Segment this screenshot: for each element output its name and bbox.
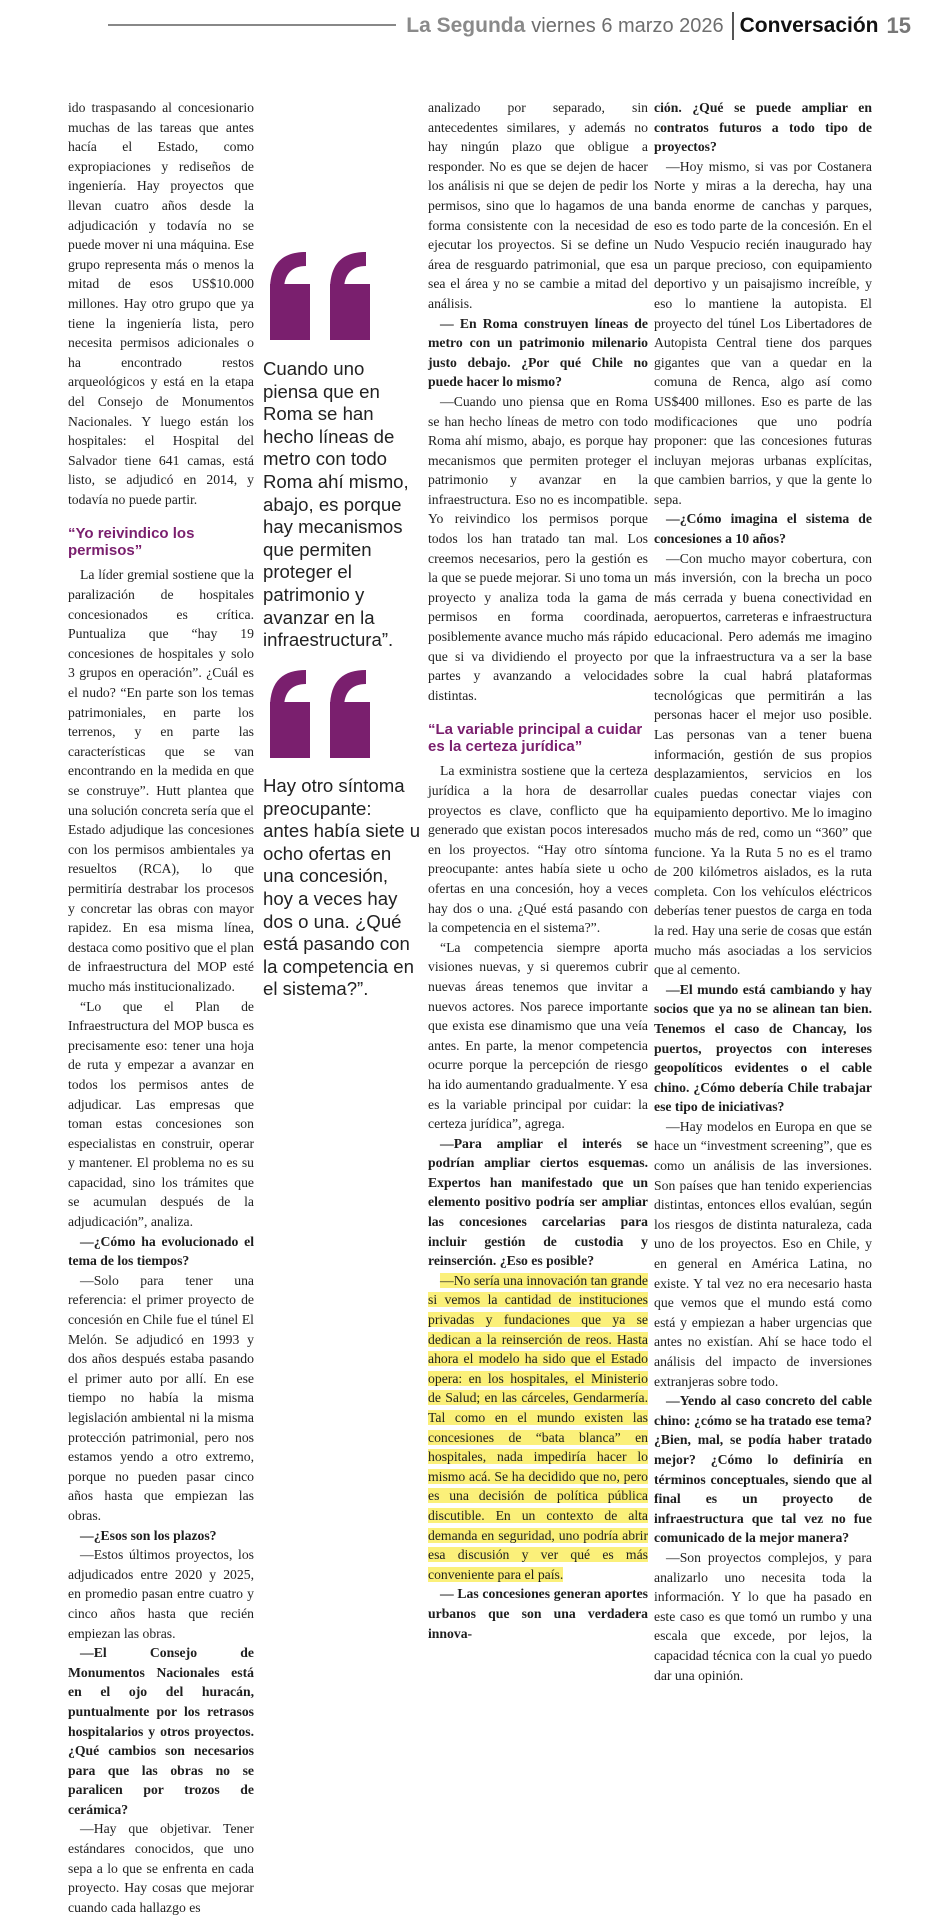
interview-question: —El mundo está cambiando y hay socios que ya no se alinean tan bien. Tenemos el caso de Chancay, los puertos, proyectos con intereses geopolíticos evidentes o el cable chino. ¿Cómo debería Chile trabajar ese tipo de iniciativas? xyxy=(654,981,872,1115)
paragraph: analizado por separado, sin antecedentes similares, y además no hay ningún plazo que obligue a responder. No es que se dejen de hacer los análisis ni que se dejen de pedir los permisos, sino que lo hagamos de una forma consistente con la necesidad de ejecutar los proyectos. Si se define un área de resguardo patrimonial, que esa sea el área y no se cambie a mitad del análisis. xyxy=(428,100,648,311)
article-column-3 xyxy=(428,98,648,1643)
paragraph: ido traspasando al concesionario muchas de las tareas que antes hacía el Estado, como expropiaciones y rediseños de ingeniería. Hay proyectos que llevan cuatro años desde la adjudicación y todavía no se puede mover ni una máquina. Ese grupo representa más o menos la mitad de esos US$10.000 millones. Hay otro grupo que ya tiene la ingeniería lista, pero necesita permisos adicionales o ha encontrado restos arqueológicos y está en la etapa del Consejo de Monumentos Nacionales. Y luego están los hospitales: el Hospital del Salvador tiene 641 camas, está listo, se adjudicó en 2014, y todavía no puede partir. xyxy=(68,100,254,507)
pull-quote-2: Hay otro síntoma preocupante: antes había siete u ocho ofertas en una concesión, hoy a veces hay dos o una. ¿Qué está pasando con la competencia en el sistema?”. xyxy=(263,775,421,1000)
pull-quote-1: Cuando uno piensa que en Roma se han hecho líneas de metro con todo Roma ahí mismo, abajo, es porque hay mecanismos que permiten proteger el patrimonio y avanzar en la infraestructura”. xyxy=(263,358,409,651)
interview-question: —¿Esos son los plazos? xyxy=(80,1527,217,1543)
interview-question: —Para ampliar el interés se podrían ampliar ciertos esquemas. Expertos han manifestado que un elemento positivo podría ser ampliar las concesiones carcelarias para incluir gestión de custodia y reinserción. ¿Eso es posible? xyxy=(428,1135,648,1269)
interview-question: — Las concesiones generan aportes urbanos que son una verdadera innova- xyxy=(428,1586,648,1641)
question-part: ¿Por qué Chile no puede hacer lo mismo? xyxy=(428,354,648,390)
page-header xyxy=(0,0,939,50)
paragraph: —Con mucho mayor cobertura, con más inversión, con la brecha un poco más cerrada y buena conectividad en aeropuertos, carreteras e infraestructura educacional. Pero además me imagino que la infraestructura va a ser la base sobre la cual habrá plataformas tecnológicas que permitirán a las personas hacer el mejor uso posible. Las personas van a tener buena información, gestión de sus propios desplazamientos, servicios en los cuales puedas conectar viajes con equipamiento deportivo. Me lo imagino mucho más de red, como un “360” que funcione. Ya la Ruta 5 no es el tramo de 200 kilómetros aislados, es la ruta completa. Con los vehículos eléctricos deberías tener puestos de carga en toda la red. Hay una serie de cosas que están mucho más asociadas a los servicios que al cemento. xyxy=(654,550,872,978)
interview-question: —¿Cómo imagina el sistema de concesiones a 10 años? xyxy=(654,511,872,547)
paragraph: —Hay modelos en Europa en que se hace un “investment screening”, que es como un análisis de las inversiones. Son países que han tenido experiencias distintas, entonces ellos evalúan, según los riesgos de distinta naturaleza, cada uno de los proyectos. Eso en Chile, y en general en América Latina, no existe. Y tal vez no era necesario hasta que vemos que el mundo está como está y empiezan a haber urgencias que antes no existían. Ahí se hace todo el análisis del impacto de inversiones extranjeras sobre todo. xyxy=(654,1118,872,1389)
interview-question: ción. ¿Qué se puede ampliar en contratos futuros a todo tipo de proyectos? xyxy=(654,100,872,155)
interview-question: —¿Cómo ha evolucionado el tema de los tiempos? xyxy=(68,1233,254,1269)
header-text xyxy=(396,6,911,46)
paragraph: —Son proyectos complejos, y para analizarlo uno necesita toda la información. Y lo que ha pasado en este caso es que tomó un rumbo y una escala que excede, por lejos, la capacidad técnica con la cual yo puedo dar una opinión. xyxy=(654,1549,872,1683)
highlighted-paragraph xyxy=(428,1271,648,1585)
question-part: líneas de metro con un patrimonio milenario justo debajo. xyxy=(428,315,648,370)
paragraph: —Hay que objetivar. Tener estándares conocidos, que uno sepa a lo que se enfrenta en cada proyecto. Hay cosas que mejorar cuando cada hallazgo es xyxy=(68,1821,254,1915)
paragraph: —Hoy mismo, si vas por Costanera Norte y miras a la derecha, hay una banda enorme de canchas y parques, eso es todo parte de la concesión. En el Nudo Vespucio recién inaugurado hay un parque precioso, con equipamiento deportivo y un paisajismo increíble, y eso lo mantiene la autopista. El proyecto del túnel Los Libertadores de Autopista Central tiene dos parques gigantes que van a quedar en la comuna de Renca, algo así como US$400 millones. Eso es parte de las modificaciones que uno podría proponer: que las concesiones futuras incluyan mejoras urbanas explícitas, que cambien barrios, y que la gente lo sepa. xyxy=(654,158,872,507)
highlight-marker: —No sería una innovación tan grande si vemos la cantidad de instituciones privadas y fundaciones que ya se dedican a la reinserción de reos. Hasta ahora el modelo ha sido que el Estado opera: en los hospitales, el Ministerio de Salud; en las cárceles, Gendarmería. Tal como en el mundo existen las concesiones de “bata blanca” en hospitales, nada impediría hacer lo mismo acá. Se ha decidido que no, pero es una decisión de política pública discutible. En un contexto de alta demanda en seguridad, uno podría abrir esa discusión y ver qué es más conveniente para el país. xyxy=(428,1272,648,1582)
issue-date: viernes 6 marzo 2026 xyxy=(531,14,724,37)
paragraph: La líder gremial sostiene que la paralización de hospitales concesionados es crítica. Puntualiza que “hay 19 concesiones de hospitales y solo 3 grupos en operación”. ¿Cuál es el nudo? “En parte son los temas patrimoniales, en parte los terrenos, y en parte las características que se van encontrando en la medida en que se construye”. Hutt plantea que una solución concreta sería que el Estado adjudique las concesiones con los permisos ambientales ya resueltos (RCA), lo que permitiría destrabar los procesos y concretar las obras con mayor rapidez. En esa misma línea, destaca como positivo que el plan de infraestructura del MOP esté mucho más institucionalizado. xyxy=(68,567,254,994)
subheading: “La variable principal a cuidar es la certeza jurídica” xyxy=(428,721,643,756)
interview-question: —Yendo al caso concreto del cable chino: ¿cómo se ha tratado ese tema? ¿Bien, mal, se podía haber tratado mejor? ¿Cómo lo definiría en términos conceptuales, siendo que al final es un proyecto de infraestructura que tal vez no fue comunicado de la mejor manera? xyxy=(654,1393,872,1546)
question-part: — En Roma construyen xyxy=(440,315,595,331)
subheading: “Yo reivindico los permisos” xyxy=(68,525,195,560)
paragraph: “La competencia siempre aporta visiones nuevas, y si queremos cubrir nuevas áreas tenemos que invitar a nuevos actores. Nos parece importante que exista ese dinamismo que una veía antes. En parte, la menor competencia ocurre porque la percepción de riesgo ha ido aumentando gradualmente. Y esa es la variable principal por cuidar: la certeza jurídica”, agrega. xyxy=(428,939,648,1132)
paragraph: —Estos últimos proyectos, los adjudicados entre 2020 y 2025, en promedio pasan entre cuatro y cinco años hasta que recién empiezan las obras. xyxy=(68,1547,254,1641)
publication-name: La Segunda xyxy=(406,14,526,37)
paragraph: La exministra sostiene que la certeza jurídica a la hora de desarrollar proyectos es clave, conflicto que ha generado que existan pocos interesados en los proyectos. “Hay otro síntoma preocupante: antes había siete u ocho ofertas en una concesión, hoy a veces hay dos o una. ¿Qué está pasando con la competencia en el sistema?”. xyxy=(428,763,648,936)
interview-question xyxy=(428,314,648,392)
quote-mark-icon xyxy=(262,250,382,346)
page-number: 15 xyxy=(886,13,911,38)
paragraph: —Cuando uno piensa que en Roma se han hecho líneas de metro con todo Roma ahí mismo, abajo, es porque hay mecanismos que permiten proteger el patrimonio y avanzar en la infraestructura. Eso no es incompatible. Yo reivindico los permisos porque todos los han tratado tan mal. Los creemos necesarios, pero la gestión es la que se puede mejorar. Si uno toma un proyecto y analiza toda la gama de permisos en forma coordinada, posiblemente avance mucho más rápido que si va dividiendo el proyecto por partes y avanzando a velocidades distintas. xyxy=(428,393,648,703)
quote-mark-icon xyxy=(262,668,382,764)
interview-question: —El Consejo de Monumentos Nacionales está en el ojo del huracán, puntualmente por los retrasos hospitalarios y otros proyectos. ¿Qué cambios son necesarios para que las obras no se paralicen por trozos de cerámica? xyxy=(68,1645,254,1817)
paragraph: “Lo que el Plan de Infraestructura del MOP busca es precisamente eso: tener una hoja de ruta y empezar a avanzar en todos los permisos antes de adjudicar. Las empresas que toman estas concesiones son especialistas en construir, operar y mantener. El problema no es su capacidad, sino los trámites que se acumulan después de la adjudicación”, analiza. xyxy=(68,998,254,1230)
header-separator xyxy=(732,12,734,40)
section-name: Conversación xyxy=(739,14,879,37)
paragraph: —Solo para tener una referencia: el primer proyecto de concesión en Chile fue el túnel El Melón. Se adjudicó en 1993 y dos años después estaba pasando el primer auto por allí. En ese tiempo no había la misma legislación ambiental ni la misma protección patrimonial, pero nos estamos yendo a otro extremo, porque no pueden pasar cinco años hasta que empiezan las obras. xyxy=(68,1272,254,1523)
article-column-4 xyxy=(654,98,872,1685)
article-column-1 xyxy=(68,98,254,1917)
